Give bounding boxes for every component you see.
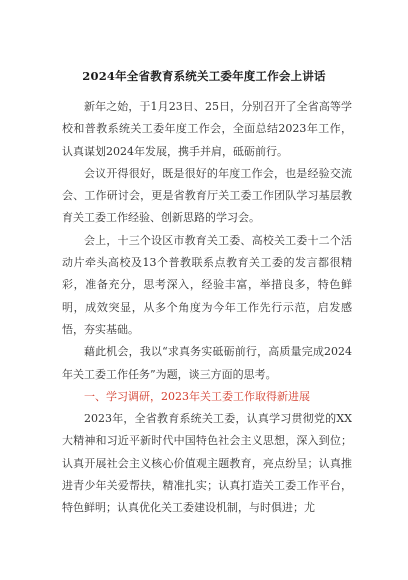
paragraph: 新年之始，于1月23日、25日，分别召开了全省高等学校和普教系统关工委年度工作会，全面总结2023年工作，认真谋划2024年发展，携手并肩，砥砺前行。 [62,100,352,158]
paragraph: 会议开得很好，既是很好的年度工作会，也是经验交流会、工作研讨会，更是省教育厅关工委工作团队学习基层教育关工委工作经验、创新思路的学习会。 [62,166,352,225]
document-body [62,96,352,520]
document-title: 2024年全省教育系统关工委年度工作会上讲话 [82,69,326,83]
paragraph: 2023年，全省教育系统关工委，认真学习贯彻党的XX大精神和习近平新时代中国特色社会主义思想，深入到位；认真开展社会主义核心价值观主题教育，亮点纷呈；认真推进青少年关爱帮扶，精准扎实；认真打造关工委工作平台，特色鲜明；认真优化关工委建设机制，与时俱进；尤 [62,412,352,515]
paragraph: 会上，十三个设区市教育关工委、高校关工委十二个活动片牵头高校及13个普教联系点教育关工委的发言都很精彩，准备充分，思考深入，经验丰富，举措良多，特色鲜明，成效突显，从多个角度为今年工作先行示范，启发感悟，夯实基础。 [62,233,352,336]
section-heading: 一、学习调研，2023年关工委工作取得新进展 [84,389,310,403]
paragraph: 藉此机会，我以“求真务实砥砺前行，高质量完成2024年关工委工作任务”为题，谈三方面的思考。 [62,345,352,381]
